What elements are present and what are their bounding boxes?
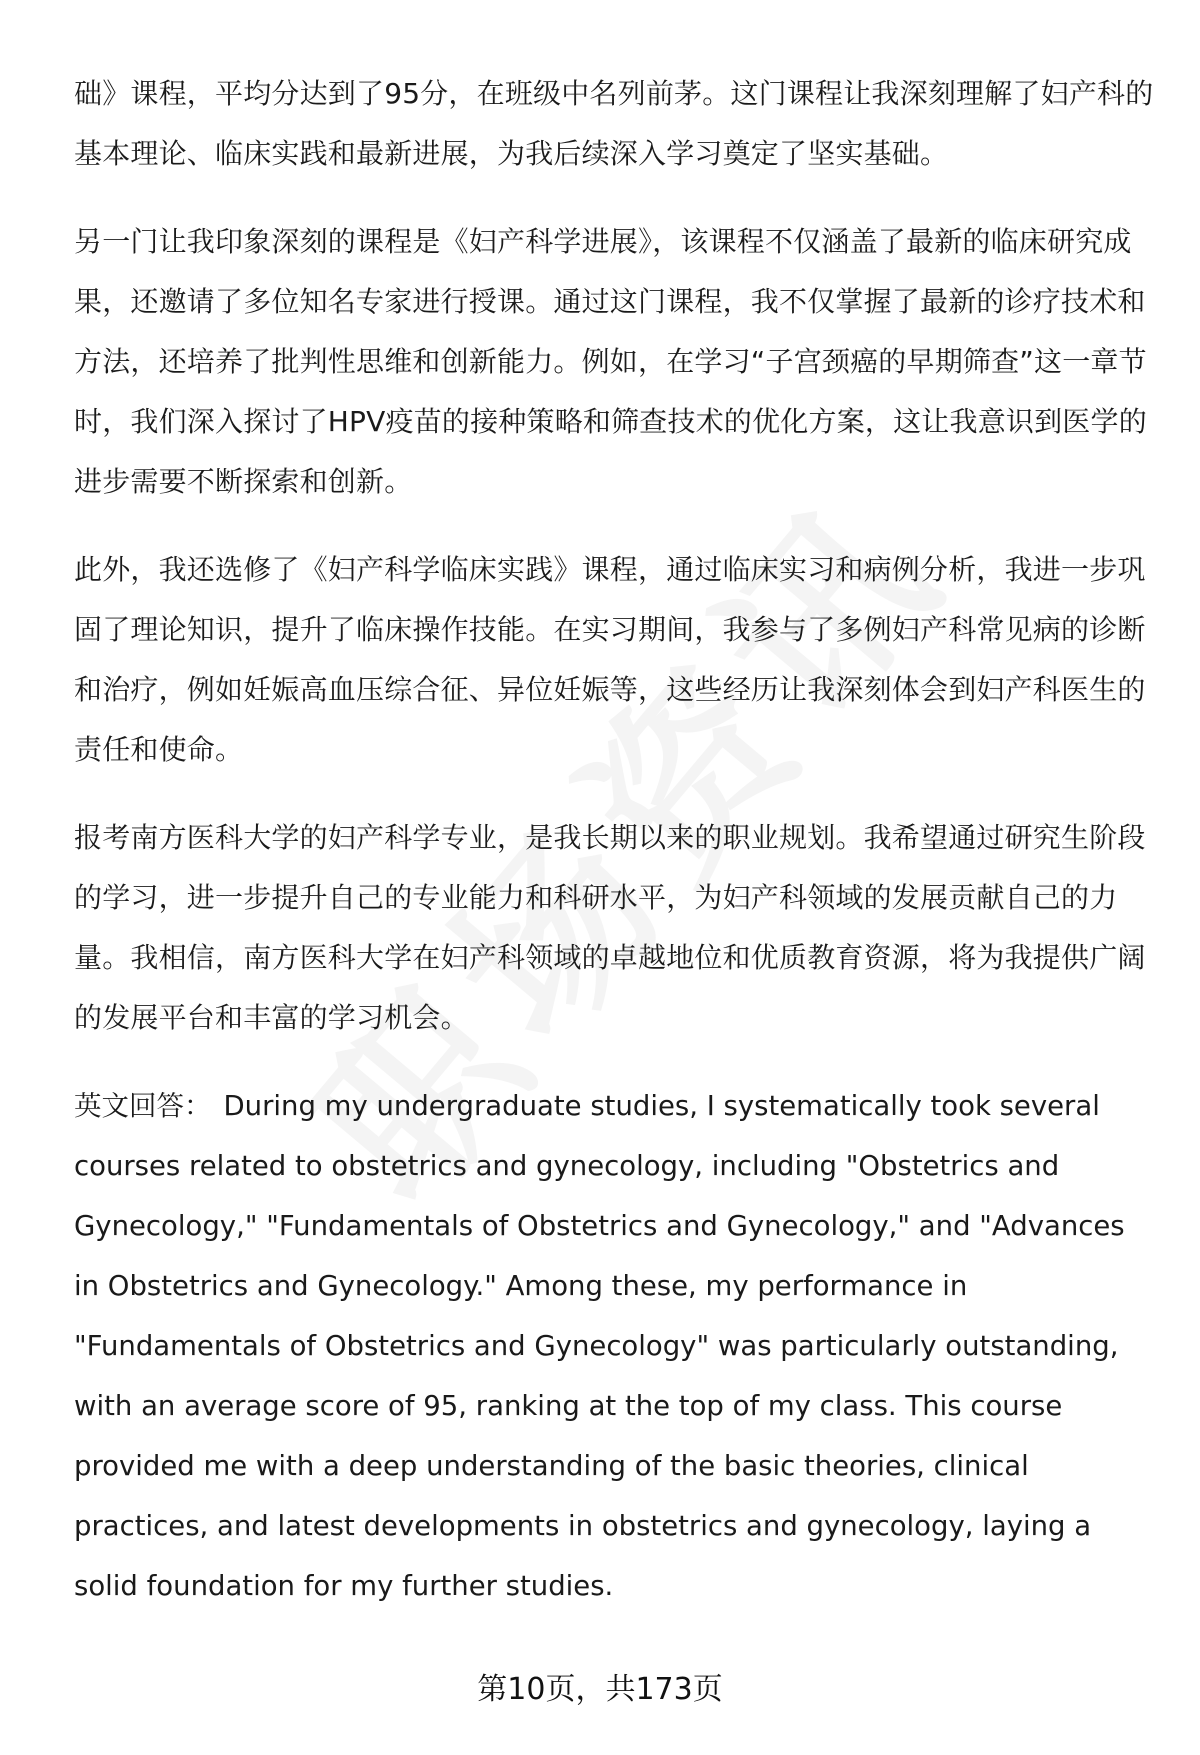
paragraph-4: 报考南方医科大学的妇产科学专业，是我长期以来的职业规划。我希望通过研究生阶段的学习，进一步提升自己的专业能力和科研水平，为妇产科领域的发展贡献自己的力量。我相信，南方医科大学在妇产科领域的卓越地位和优质教育资源，将为我提供广阔的发展平台和丰富的学习机会。 [74, 821, 1146, 1034]
paragraph-2: 另一门让我印象深刻的课程是《妇产科学进展》，该课程不仅涵盖了最新的临床研究成果，还邀请了多位知名专家进行授课。通过这门课程，我不仅掌握了最新的诊疗技术和方法，还培养了批判性思维和创新能力。例如，在学习“子宫颈癌的早期筛查”这一章节时，我们深入探讨了HPV疫苗的接种策略和筛查技术的优化方案，这让我意识到医学的进步需要不断探索和创新。 [74, 225, 1147, 498]
english-answer-label: 英文回答： [74, 1090, 212, 1122]
document-body [74, 64, 1154, 1644]
english-answer-paragraph [74, 1076, 1154, 1616]
paragraph-3: 此外，我还选修了《妇产科学临床实践》课程，通过临床实习和病例分析，我进一步巩固了理论知识，提升了临床操作技能。在实习期间，我参与了多例妇产科常见病的诊断和治疗，例如妊娠高血压综合征、异位妊娠等，这些经历让我深刻体会到妇产科医生的责任和使命。 [74, 553, 1146, 766]
page-number: 第10页，共173页 [477, 1672, 723, 1707]
english-answer-text: During my undergraduate studies, I systematically took several courses related to obstetrics and gynecology, including "Obstetrics and Gynecology," "Fundamentals of Obstetrics and Gynecology," and "Advances in Obstetrics and Gynecology." Among these, my performance in "Fundamentals of Obstetrics and Gynecology" was particularly outstanding, with an average score of 95, ranking at the top of my class. This course provided me with a deep understanding of the basic theories, clinical practices, and latest developments in obstetrics and gynecology, laying a solid foundation for my further studies. [74, 1090, 1125, 1602]
paragraph-1: 础》课程，平均分达到了95分，在班级中名列前茅。这门课程让我深刻理解了妇产科的基本理论、临床实践和最新进展，为我后续深入学习奠定了坚实基础。 [74, 77, 1154, 170]
